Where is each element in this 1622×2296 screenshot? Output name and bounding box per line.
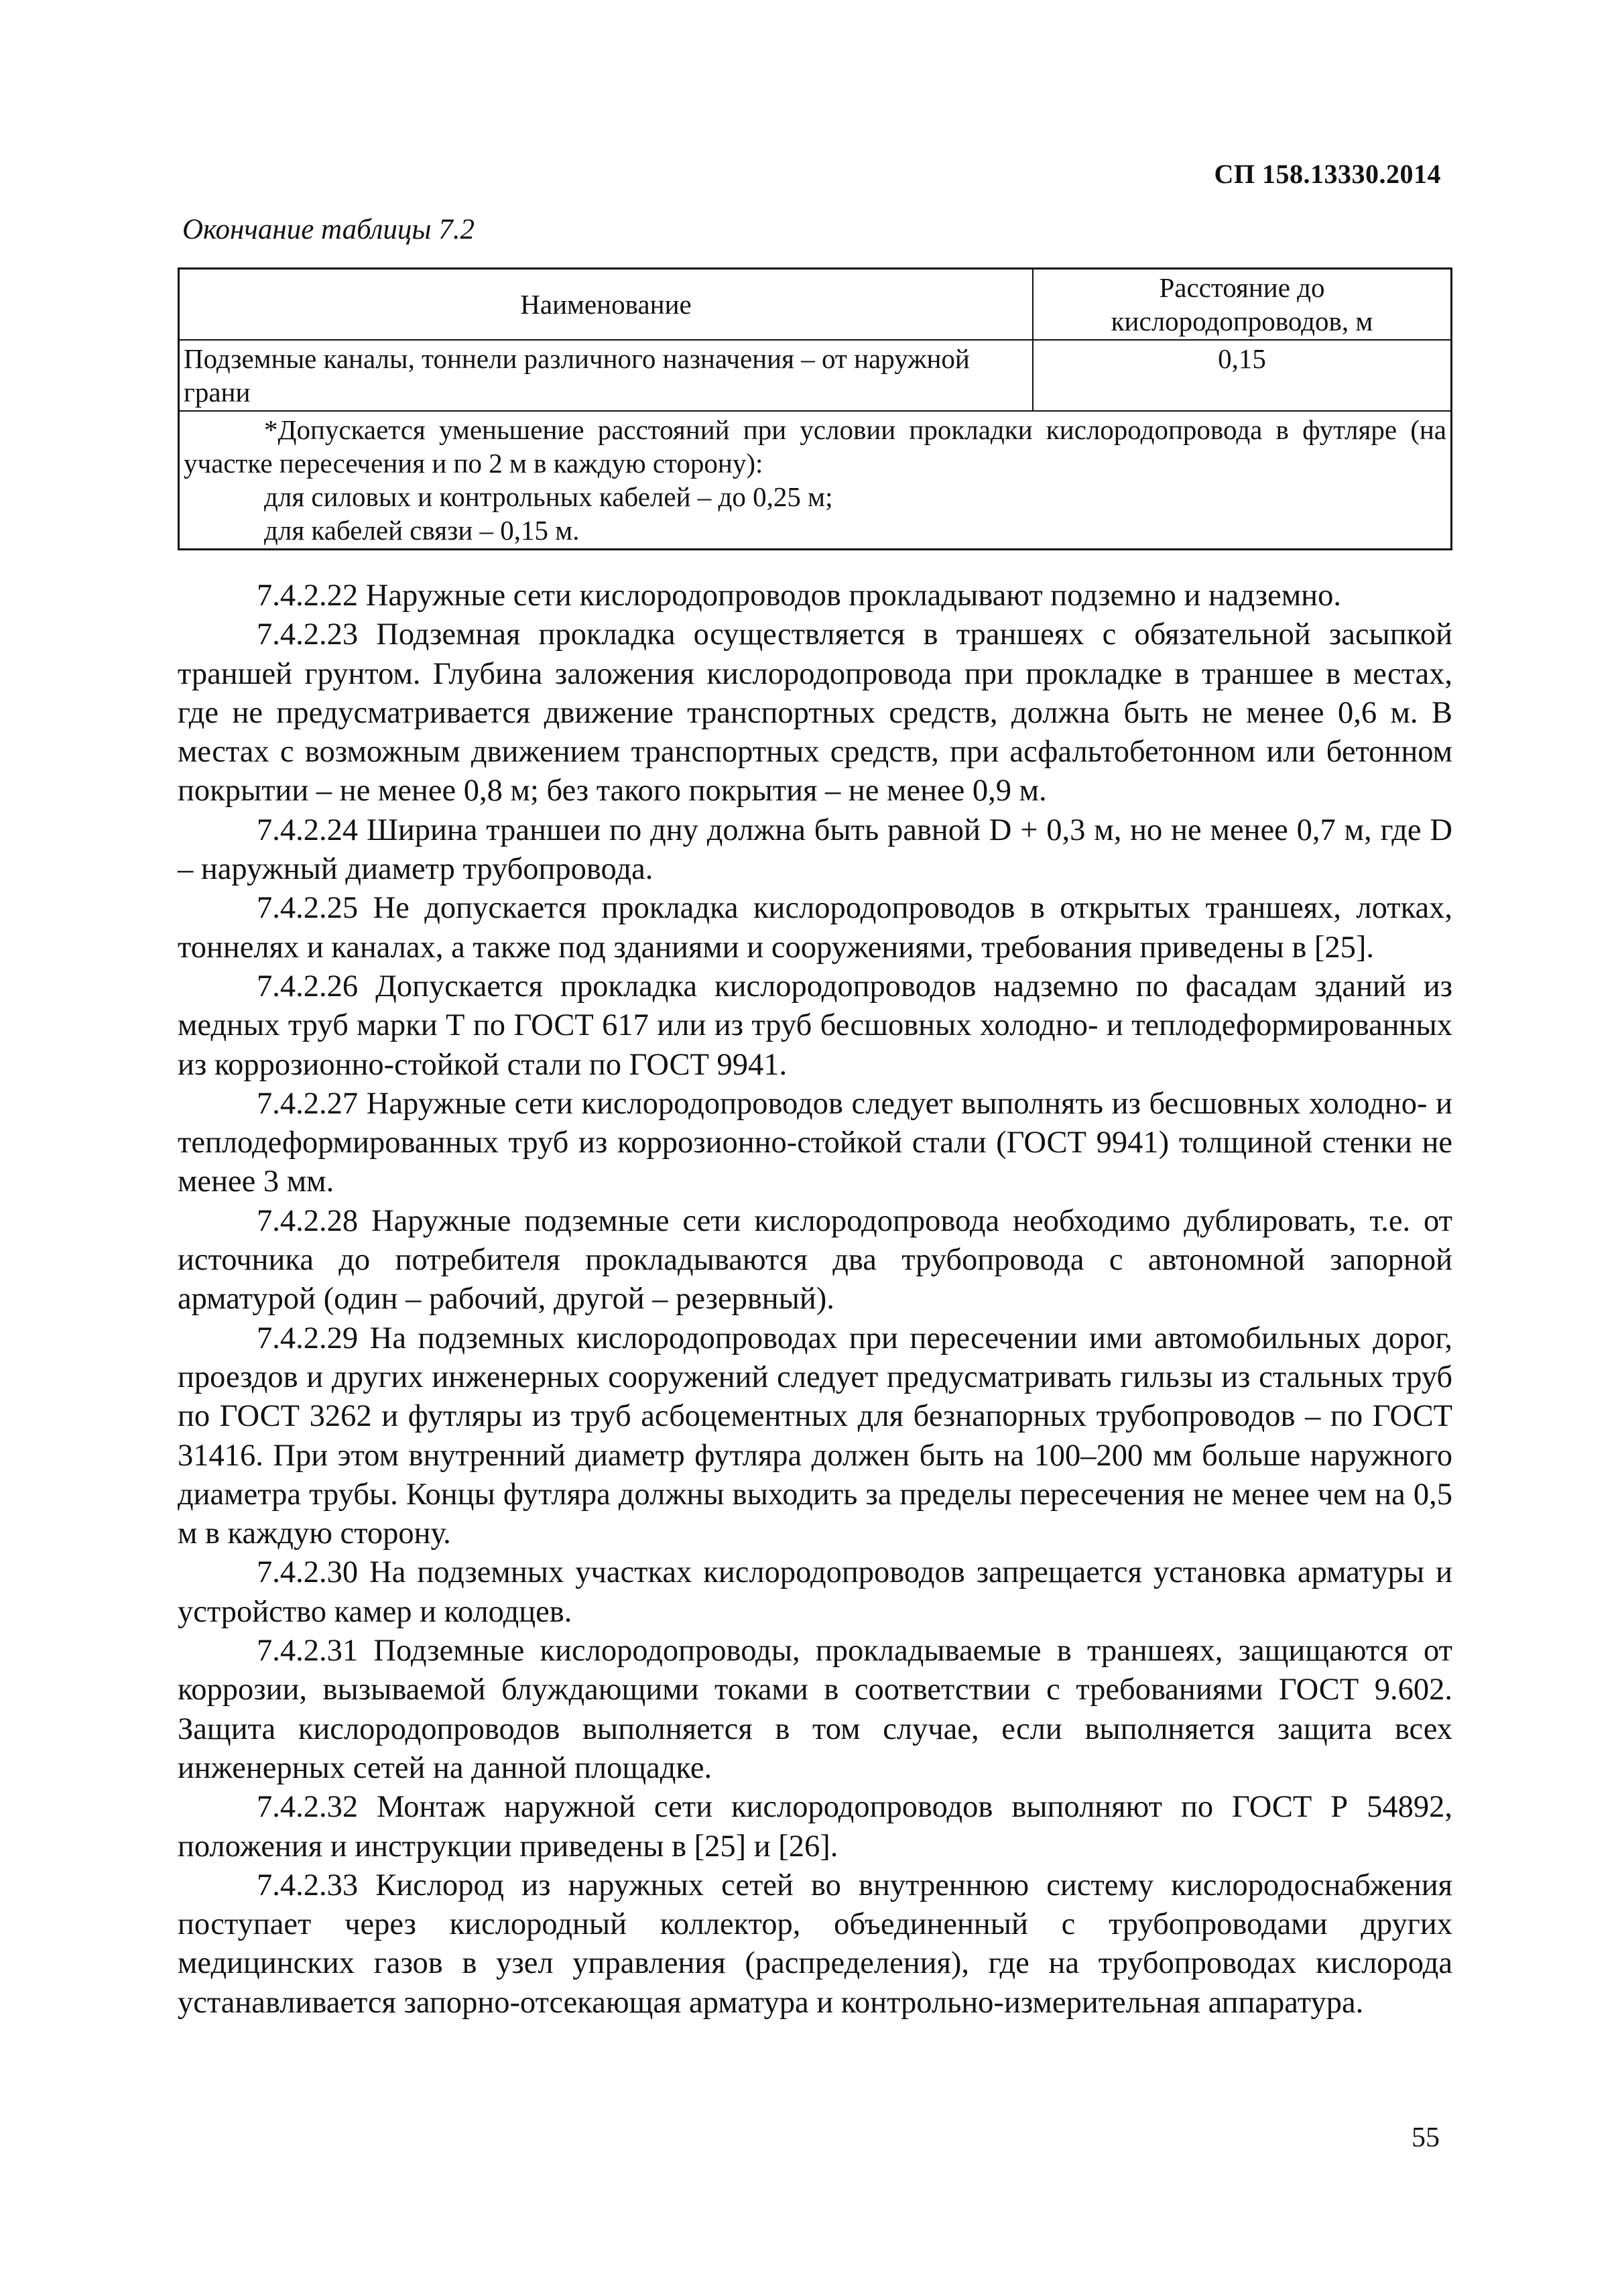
paragraph: 7.4.2.25 Не допускается прокладка кислородопроводов в открытых траншеях, лотках, тоннелях и каналах, а также под зданиями и сооружениями, требования приведены в [25].	[178, 891, 1452, 965]
distance-table	[178, 267, 1452, 550]
table-note-line: *Допускается уменьшение расстояний при условии прокладки кислородопровода в футляре (на участке пересечения и по 2 м в каждую сторону):	[184, 414, 1446, 479]
page-number: 55	[1412, 2122, 1440, 2153]
table-note-line: для силовых и контрольных кабелей – до 0,25 м;	[264, 481, 833, 512]
paragraph: 7.4.2.26 Допускается прокладка кислородопроводов надземно по фасадам зданий из медных труб марки Т по ГОСТ 617 или из труб бесшовных холодно- и теплодеформированных из коррозионно-стойкой стали по ГОСТ 9941.	[178, 969, 1452, 1082]
paragraph: 7.4.2.32 Монтаж наружной сети кислородопроводов выполняют по ГОСТ Р 54892, положения и инструкции приведены в [25] и [26].	[178, 1790, 1452, 1864]
document-code: СП 158.13330.2014	[1214, 159, 1441, 189]
row-name-cell: Подземные каналы, тоннели различного назначения – от наружной грани	[179, 340, 1034, 411]
paragraph: 7.4.2.29 На подземных кислородопроводах при пересечении ими автомобильных дорог, проездов и других инженерных сооружений следует предусматривать гильзы из стальных труб по ГОСТ 3262 и футляры из труб асбоцементных для безнапорных трубопроводов – по ГОСТ 31416. При этом внутренний диаметр футляра должен быть на 100–200 мм больше наружного диаметра трубы. Концы футляра должны выходить за пределы пересечения не менее чем на 0,5 м в каждую сторону.	[178, 1321, 1452, 1551]
body-text	[178, 577, 1452, 2022]
paragraph: 7.4.2.22 Наружные сети кислородопроводов прокладывают подземно и надземно.	[257, 579, 1341, 613]
table-note-row	[179, 411, 1452, 550]
paragraph: 7.4.2.24 Ширина траншеи по дну должна быть равной D + 0,3 м, но не менее 0,7 м, где D – наружный диаметр трубопровода.	[178, 812, 1452, 887]
table-header-row	[179, 269, 1452, 341]
paragraph: 7.4.2.28 Наружные подземные сети кислородопровода необходимо дублировать, т.е. от источника до потребителя прокладываются два трубопровода с автономной запорной арматурой (один – рабочий, другой – резервный).	[178, 1203, 1452, 1317]
paragraph: 7.4.2.31 Подземные кислородопроводы, прокладываемые в траншеях, защищаются от коррозии, вызываемой блуждающими токами в соответствии с требованиями ГОСТ 9.602. Защита кислородопроводов выполняется в том случае, если выполняется защита всех инженерных сетей на данной площадке.	[178, 1634, 1452, 1785]
table-note-line: для кабелей связи – 0,15 м.	[264, 515, 580, 546]
paragraph: 7.4.2.30 На подземных участках кислородопроводов запрещается установка арматуры и устройство камер и колодцев.	[178, 1555, 1452, 1629]
paragraph: 7.4.2.33 Кислород из наружных сетей во внутреннюю систему кислородоснабжения поступает через кислородный коллектор, объединенный с трубопроводами других медицинских газов в узел управления (распределения), где на трубопроводах кислорода устанавливается запорно-отсекающая арматура и контрольно-измерительная аппаратура.	[178, 1868, 1452, 2020]
row-value-cell: 0,15	[1033, 340, 1452, 411]
column-header-name: Наименование	[179, 269, 1034, 341]
table-row	[179, 340, 1452, 411]
table-note-cell	[179, 411, 1452, 550]
table-caption: Окончание таблицы 7.2	[182, 214, 475, 245]
paragraph: 7.4.2.23 Подземная прокладка осуществляется в траншеях с обязательной засыпкой траншей грунтом. Глубина заложения кислородопровода при прокладке в траншее в местах, где не предусматривается движение транспортных средств, должна быть не менее 0,6 м. В местах с возможным движением транспортных средств, при асфальтобетонном или бетонном покрытии – не менее 0,8 м; без такого покрытия – не менее 0,9 м.	[178, 617, 1452, 808]
column-header-distance: Расстояние до кислородопроводов, м	[1033, 269, 1452, 341]
paragraph: 7.4.2.27 Наружные сети кислородопроводов следует выполнять из бесшовных холодно- и теплодеформированных труб из коррозионно-стойкой стали (ГОСТ 9941) толщиной стенки не менее 3 мм.	[178, 1086, 1452, 1199]
